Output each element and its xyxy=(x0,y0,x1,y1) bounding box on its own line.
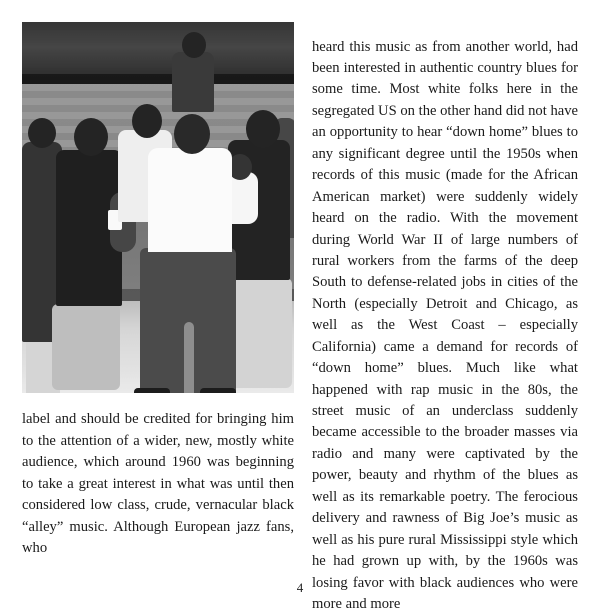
page-number: 4 xyxy=(296,580,304,595)
photo-figure-left-standing-head xyxy=(28,118,56,148)
photo-figure-center-man-leg-gap xyxy=(184,322,194,393)
right-column-paragraph: heard this music as from another world, had been interested in authentic country blues for some time. Most white folks here in the segregated US on the other hand did not have an opportunity to hear “down home” blues to any significant degree until the 1950s when records of this music (made for the African American market) were suddenly widely heard on the radio. With the movement during World War II of large numbers of rural workers from the farms of the deep South to defense-related jobs in cities of the North (especially Detroit and Chicago, as well as the West Coast – especially California) came a demand for records of “down home” blues. Much like what happened with rap music in the 80s, the street music of an underclass suddenly became accessible to the broader masses via radio and many were captivated by the power, beauty and rhythm of the blues as well as its remarkable poetry. The ferocious delivery and rawness of Big Joe’s music as well as his pure rural Mississippi style which he had grown up with, by the 1960s was losing favor with black audiences who were more and more xyxy=(312,38,578,612)
photo-figure-child-top-head xyxy=(182,32,206,58)
right-column xyxy=(312,22,578,612)
photo-figure-center-man-shirt xyxy=(148,148,232,252)
photo-figure-center-man-left-shoe xyxy=(134,388,170,393)
photo-figure-woman-right-legs xyxy=(228,278,292,388)
photo-figure-child-top-body xyxy=(172,52,214,112)
photo-figure-woman-left-legs xyxy=(52,304,120,390)
photo-figure-woman-left-head xyxy=(74,118,108,156)
photo-figure-woman-right-head xyxy=(246,110,280,148)
left-column-paragraph: label and should be credited for bringing him to the attention of a wider, new, mostly white audience, which around 1960 was beginning to take a great interest in what was until then considered low class, crude, vernacular black “alley” music. Although European jazz fans, who xyxy=(22,411,294,556)
photo-figure-center-man-right-shoe xyxy=(200,388,236,393)
group-photograph xyxy=(22,22,294,393)
photo-figure-center-man-head xyxy=(174,114,210,154)
page-columns xyxy=(22,22,578,612)
left-column xyxy=(22,22,294,574)
photo-porch-roof xyxy=(22,22,294,84)
photo-figure-young-man-head xyxy=(132,104,162,138)
